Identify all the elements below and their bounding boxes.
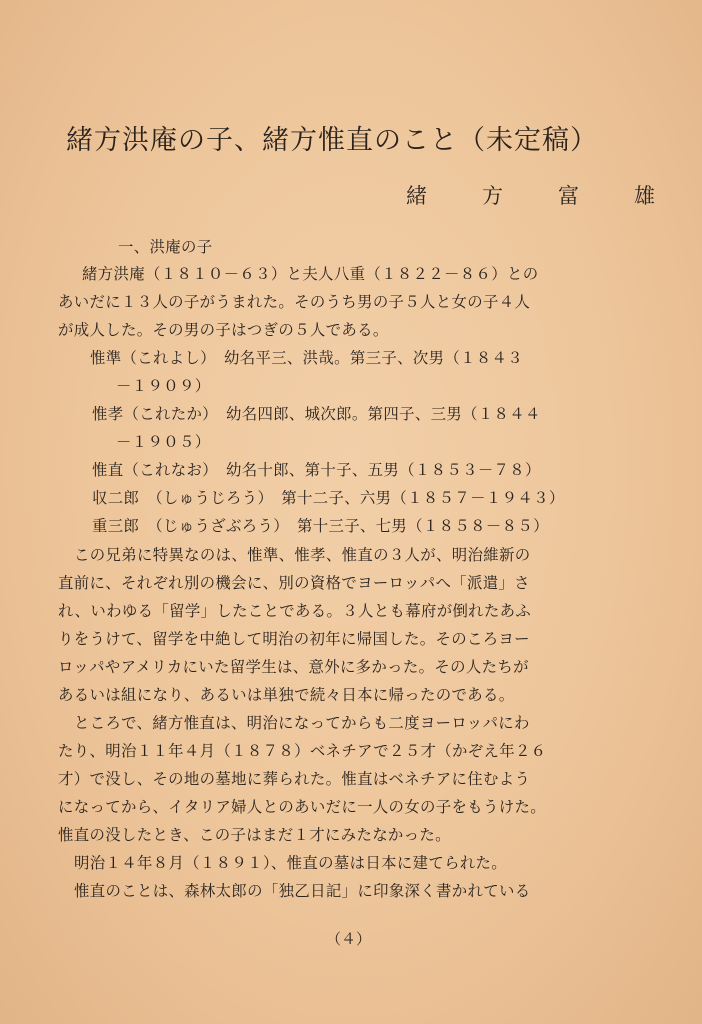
body-line: 惟直（これなお） 幼名十郎、第十子、五男（１８５３－７８） <box>92 461 541 479</box>
body-line: 重三郎 （じゅうざぶろう） 第十三子、七男（１８５８－８５） <box>92 517 549 535</box>
body-line: 直前に、それぞれ別の機会に、別の資格でヨーロッパへ「派遣」さ <box>58 574 530 592</box>
body-line: ところで、緒方惟直は、明治になってからも二度ヨーロッパにわ <box>74 714 530 732</box>
body-line: －１９０９） <box>116 377 211 395</box>
body-line: 収二郎 （しゅうじろう） 第十二子、六男（１８５７－１９４３） <box>92 489 565 507</box>
body-line: あいだに１３人の子がうまれた。そのうち男の子５人と女の子４人 <box>58 293 531 311</box>
document-title: 緒方洪庵の子、緒方惟直のこと（未定稿） <box>66 125 598 156</box>
author-name: 緒 方 富 雄 <box>406 184 672 208</box>
body-line: この兄弟に特異なのは、惟準、惟孝、惟直の３人が、明治維新の <box>74 546 531 564</box>
body-line: になってから、イタリア婦人とのあいだに一人の女の子をもうけた。 <box>58 798 546 816</box>
body-line: 惟準（これよし） 幼名平三、洪哉。第三子、次男（１８４３ <box>90 349 524 367</box>
body-line: 才）で没し、その地の墓地に葬られた。惟直はベネチアに住むよう <box>58 770 531 788</box>
body-line: が成人した。その男の子はつぎの５人である。 <box>58 321 389 339</box>
body-line: れ、いわゆる「留学」したことである。３人とも幕府が倒れたあふ <box>58 602 532 620</box>
body-line: 緒方洪庵（１８１０－６３）と夫人八重（１８２２－８６）との <box>82 265 539 283</box>
body-line: 惟孝（これたか） 幼名四郎、城次郎。第四子、三男（１８４４ <box>92 405 541 423</box>
body-line: ロッパやアメリカにいた留学生は、意外に多かった。その人たちが <box>58 658 529 676</box>
section-heading: 一、洪庵の子 <box>118 238 213 256</box>
body-line: あるいは組になり、あるいは単独で続々日本に帰ったのである。 <box>58 686 515 704</box>
body-line: 明治１４年８月（１８９１）、惟直の墓は日本に建てられた。 <box>74 854 508 872</box>
body-line: 惟直のことは、森林太郎の「独乙日記」に印象深く書かれている <box>74 882 531 900</box>
body-line: －１９０５） <box>116 433 211 451</box>
body-line: りをうけて、留学を中絶して明治の初年に帰国した。そのころヨー <box>58 630 530 648</box>
page-number: （４） <box>326 930 372 948</box>
body-line: たり、明治１１年４月（１８７８）ベネチアで２５才（かぞえ年２６ <box>58 742 547 760</box>
body-line: 惟直の没したとき、この子はまだ１才にみたなかった。 <box>58 826 451 844</box>
